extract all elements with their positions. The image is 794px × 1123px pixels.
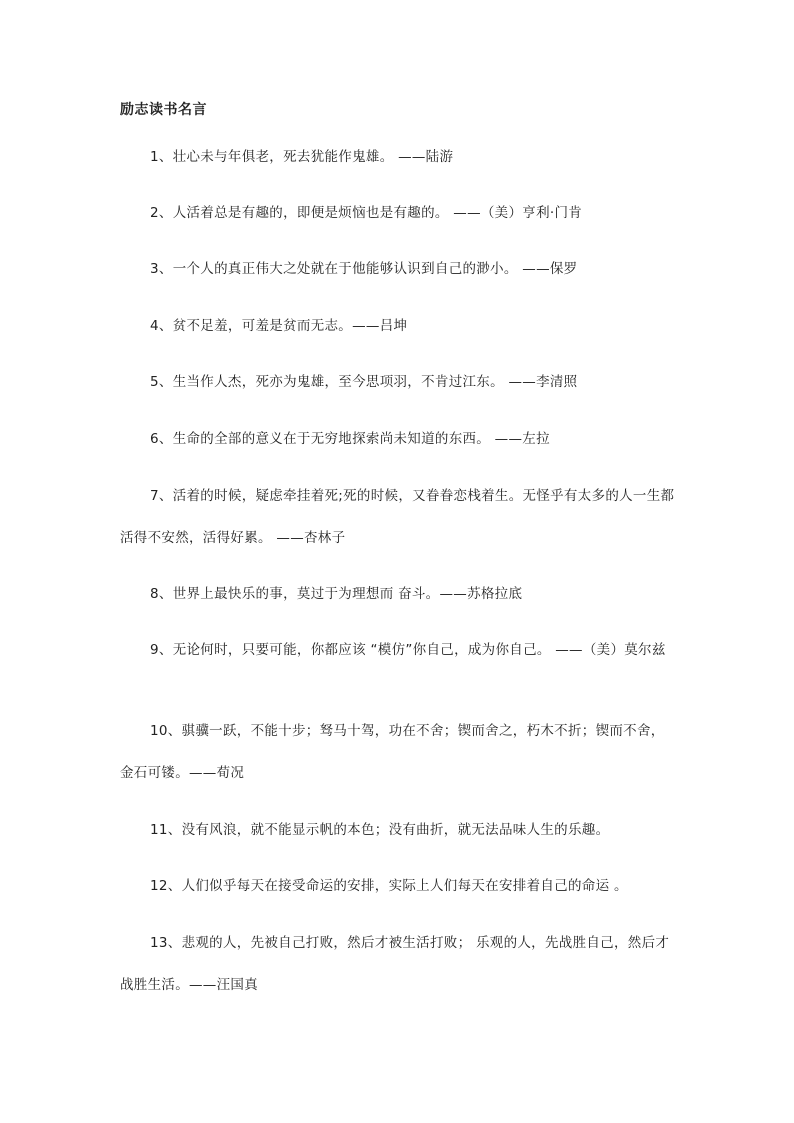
quote-9: 9、无论何时，只要可能，你都应该 “模仿”你自己，成为你自己。 ——（美）莫尔兹 — [150, 642, 666, 658]
quote-10: 10、骐骥一跃，不能十步；驽马十驾，功在不舍；锲而舍之，朽木不折；锲而不舍，金石可镂。——荀况 — [120, 723, 665, 781]
quote-7: 7、活着的时候，疑虑牵挂着死;死的时候，又眷眷恋栈着生。无怪乎有太多的人一生都活得不安然，活得好累。 ——杏林子 — [120, 488, 675, 546]
quote-6: 6、生命的全部的意义在于无穷地探索尚未知道的东西。 ——左拉 — [150, 431, 550, 447]
quote-11: 11、没有风浪，就不能显示帆的本色；没有曲折，就无法品味人生的乐趣。 — [150, 822, 610, 838]
quote-3: 3、一个人的真正伟大之处就在于他能够认识到自己的渺小。 ——保罗 — [150, 261, 578, 277]
quote-1: 1、壮心未与年俱老，死去犹能作鬼雄。 ——陆游 — [150, 149, 454, 165]
quote-12: 12、人们似乎每天在接受命运的安排，实际上人们每天在安排着自己的命运 。 — [150, 878, 628, 894]
quote-13: 13、悲观的人，先被自己打败，然后才被生活打败； 乐观的人，先战胜自己，然后才战胜生活。——汪国真 — [120, 935, 670, 993]
document-title: 励志读书名言 — [120, 102, 207, 118]
quote-8: 8、世界上最快乐的事，莫过于为理想而 奋斗。——苏格拉底 — [150, 586, 523, 602]
quote-4: 4、贫不足羞，可羞是贫而无志。——吕坤 — [150, 318, 408, 334]
quote-2: 2、人活着总是有趣的，即便是烦恼也是有趣的。 ——（美）亨利·门肯 — [150, 205, 583, 221]
quote-5: 5、生当作人杰，死亦为鬼雄，至今思项羽，不肯过江东。 ——李清照 — [150, 374, 578, 390]
